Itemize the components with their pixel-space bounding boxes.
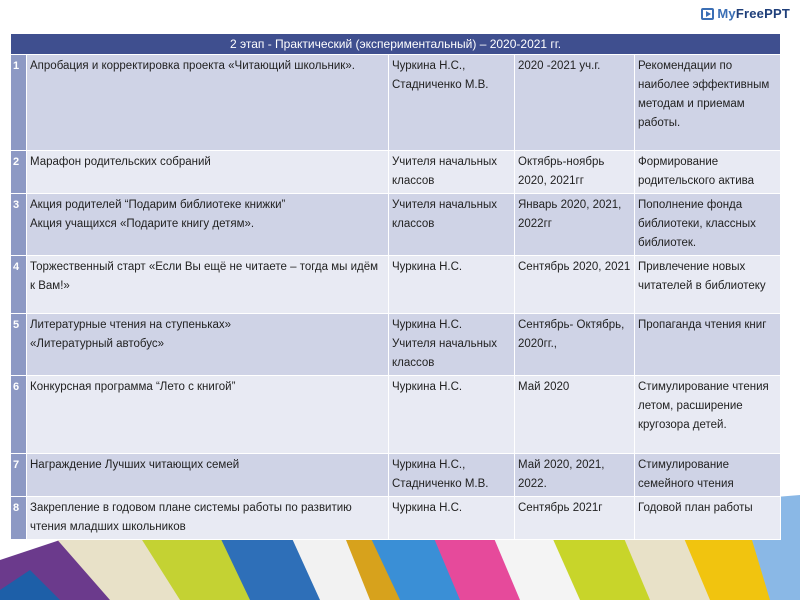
table-row bbox=[11, 151, 781, 194]
result-cell: Формирование родительского актива bbox=[635, 151, 781, 194]
row-number: 8 bbox=[11, 497, 27, 540]
table-row bbox=[11, 314, 781, 376]
result-cell: Пополнение фонда библиотеки, классных библиотек. bbox=[635, 194, 781, 256]
date-cell: Май 2020, 2021, 2022. bbox=[515, 454, 635, 497]
responsible-cell: Чуркина Н.С. bbox=[389, 497, 515, 540]
date-cell: 2020 -2021 уч.г. bbox=[515, 55, 635, 151]
table-row bbox=[11, 454, 781, 497]
result-cell: Рекомендации по наиболее эффективным методам и приемам работы. bbox=[635, 55, 781, 151]
event-cell: Конкурсная программа “Лето с книгой” bbox=[27, 376, 389, 454]
event-cell: Литературные чтения на ступеньках» «Литературный автобус» bbox=[27, 314, 389, 376]
row-number: 7 bbox=[11, 454, 27, 497]
table-row bbox=[11, 256, 781, 314]
row-number: 4 bbox=[11, 256, 27, 314]
event-cell: Закрепление в годовом плане системы работы по развитию чтения младших школьников bbox=[27, 497, 389, 540]
event-cell: Апробация и корректировка проекта «Читающий школьник». bbox=[27, 55, 389, 151]
table-title: 2 этап - Практический (экспериментальный) – 2020-2021 гг. bbox=[11, 34, 781, 55]
date-cell: Сентябрь 2021г bbox=[515, 497, 635, 540]
result-cell: Пропаганда чтения книг bbox=[635, 314, 781, 376]
event-cell: Торжественный старт «Если Вы ещё не читаете – тогда мы идём к Вам!» bbox=[27, 256, 389, 314]
table-row bbox=[11, 376, 781, 454]
result-cell: Привлечение новых читателей в библиотеку bbox=[635, 256, 781, 314]
responsible-cell: Чуркина Н.С., Стадниченко М.В. bbox=[389, 55, 515, 151]
date-cell: Январь 2020, 2021, 2022гг bbox=[515, 194, 635, 256]
plan-table bbox=[10, 33, 781, 540]
date-cell: Сентябрь- Октябрь, 2020гг., bbox=[515, 314, 635, 376]
responsible-cell: Чуркина Н.С. bbox=[389, 256, 515, 314]
date-cell: Октябрь-ноябрь 2020, 2021гг bbox=[515, 151, 635, 194]
event-cell: Награждение Лучших читающих семей bbox=[27, 454, 389, 497]
row-number: 3 bbox=[11, 194, 27, 256]
responsible-cell: Чуркина Н.С. Учителя начальных классов bbox=[389, 314, 515, 376]
logo-suffix: FreePPT bbox=[735, 6, 790, 21]
result-cell: Стимулирование чтения летом, расширение кругозора детей. bbox=[635, 376, 781, 454]
row-number: 6 bbox=[11, 376, 27, 454]
row-number: 5 bbox=[11, 314, 27, 376]
responsible-cell: Чуркина Н.С., Стадниченко М.В. bbox=[389, 454, 515, 497]
table-row bbox=[11, 194, 781, 256]
result-cell: Годовой план работы bbox=[635, 497, 781, 540]
event-cell: Акция родителей “Подарим библиотеке книжки” Акция учащихся «Подарите книгу детям». bbox=[27, 194, 389, 256]
row-number: 1 bbox=[11, 55, 27, 151]
result-cell: Стимулирование семейного чтения bbox=[635, 454, 781, 497]
responsible-cell: Учителя начальных классов bbox=[389, 151, 515, 194]
logo-prefix: My bbox=[717, 6, 736, 21]
event-cell: Марафон родительских собраний bbox=[27, 151, 389, 194]
row-number: 2 bbox=[11, 151, 27, 194]
plan-table-container bbox=[10, 33, 780, 540]
myfreeppt-logo bbox=[701, 6, 790, 21]
play-icon bbox=[701, 8, 714, 20]
date-cell: Май 2020 bbox=[515, 376, 635, 454]
table-row bbox=[11, 497, 781, 540]
responsible-cell: Чуркина Н.С. bbox=[389, 376, 515, 454]
responsible-cell: Учителя начальных классов bbox=[389, 194, 515, 256]
table-row bbox=[11, 55, 781, 151]
date-cell: Сентябрь 2020, 2021 bbox=[515, 256, 635, 314]
